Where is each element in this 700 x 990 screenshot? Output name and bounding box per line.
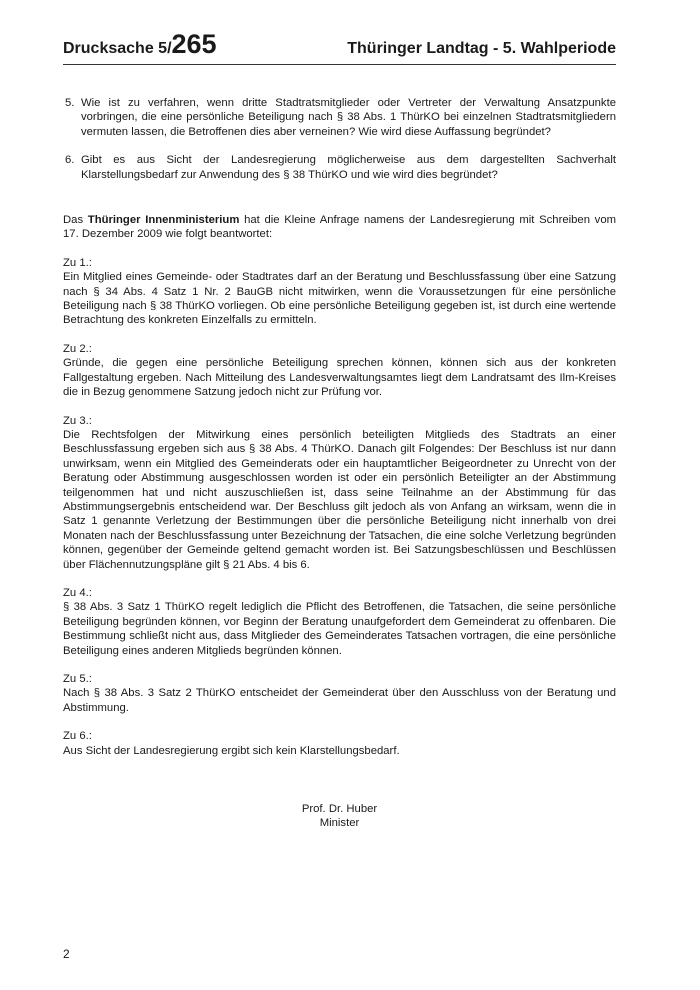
answer-intro	[63, 213, 616, 242]
answer-3	[63, 414, 616, 572]
document-number-value: 265	[171, 29, 217, 59]
answer-5	[63, 672, 616, 715]
question-number: 5.	[65, 97, 75, 109]
question-text: Wie ist zu verfahren, wenn dritte Stadtratsmitglieder oder Vertreter der Verwaltung Ansatzpunkte vorbringen, die eine persönliche Beteiligung nach § 38 Abs. 1 ThürKO bei einzelnen Stadtratsmitgliedern vermuten lassen, die Betroffenen dies aber verneinen? Wie wird diese Auffassung begründet?	[81, 97, 616, 138]
answer-text: Ein Mitglied eines Gemeinde- oder Stadtrates darf an der Beratung und Beschlussfassung über eine Satzung nach § 34 Abs. 4 Satz 1 Nr. 2 BauGB nicht mitwirken, wenn die Voraussetzungen für eine persönliche Beteiligung nach § 38 ThürKO vorliegen. Ob eine persönliche Beteiligung gegeben ist, ist durch eine wertende Betrachtung des konkreten Einzelfalls zu ermitteln.	[63, 271, 616, 327]
question-6	[63, 153, 616, 182]
question-number: 6.	[65, 154, 75, 167]
page-header	[63, 28, 616, 65]
document-prefix: Drucksache 5/	[63, 40, 172, 57]
answer-1	[63, 256, 616, 328]
answer-heading: Zu 2.:	[63, 342, 92, 355]
answer-text: § 38 Abs. 3 Satz 1 ThürKO regelt lediglich die Pflicht des Betroffenen, die Tatsachen, die seine persönliche Beteiligung begründen können, vor Beginn der Beratung unaufgefordert dem Gemeinderat zu offenbaren. Die Bestimmung schließt nicht aus, dass Mitglieder des Gemeinderates Tatsachen vortragen, die eine persönliche Beteiligung eines anderen Mitglieds begründen können.	[63, 601, 616, 657]
answer-text: Die Rechtsfolgen der Mitwirkung eines persönlich beteiligten Mitglieds des Stadtrats an einer Beschlussfassung ergeben sich aus § 38 Abs. 4 ThürKO. Danach gilt Folgendes: Der Beschluss ist nur dann unwirksam, wenn ein Mitglied des Gemeinderats oder ein hauptamtlicher Beigeordneter zu Unrecht von der Beratung oder Abstimmung ausgeschlossen worden ist oder ein persönlich Beteiligter an der Abstimmung teilgenommen hat und nicht auszuschließen ist, dass seine Teilnahme an der Abstimmung für das Abstimmungsergebnis entscheidend war. Der Beschluss gilt jedoch als von Anfang an wirksam, wenn die in Satz 1 genannte Verletzung der Bestimmungen über die persönliche Beteiligung nicht innerhalb von drei Monaten nach der Beschlussfassung unter Bezeichnung der Tatsachen, die eine solche Verletzung begründen können, gegenüber der Gemeinde geltend gemacht worden ist. Bei Satzungsbeschlüssen und Beschlüssen über Flächennutzungspläne gilt § 21 Abs. 4 bis 6.	[63, 428, 616, 571]
answer-4	[63, 586, 616, 658]
ministry-name: Thüringer Innenministerium	[87, 214, 240, 227]
signatory-name: Prof. Dr. Huber	[301, 803, 378, 816]
answer-text: Aus Sicht der Landesregierung ergibt sich kein Klarstellungsbedarf.	[63, 744, 400, 757]
signatory-title: Minister	[319, 817, 360, 830]
answer-text: Nach § 38 Abs. 3 Satz 2 ThürKO entscheidet der Gemeinderat über den Ausschluss von der Beratung und Abstimmung.	[63, 687, 616, 714]
answer-heading: Zu 3.:	[63, 414, 92, 427]
document-body	[63, 96, 616, 831]
answer-text: Gründe, die gegen eine persönliche Beteiligung sprechen können, können sich aus der konkreten Fallgestaltung ergeben. Nach Mitteilung des Landesverwaltungsamtes liegt dem Landratsamt des Ilm-Kreises die in Bezug genommene Satzung jedoch nicht zur Prüfung vor.	[63, 357, 616, 399]
parliament-title: Thüringer Landtag - 5. Wahlperiode	[347, 40, 616, 57]
intro-post: hat die Kleine Anfrage namens der Landesregierung mit Schreiben vom 17. Dezember 2009 wie folgt beantwortet:	[63, 214, 617, 241]
signature-block	[63, 802, 616, 831]
question-5	[63, 96, 616, 139]
answer-2	[63, 342, 616, 400]
answer-6	[63, 729, 616, 758]
question-text: Gibt es aus Sicht der Landesregierung möglicherweise aus dem dargestellten Sachverhalt Klarstellungsbedarf zur Anwendung des § 38 ThürKO und wie wird dies begründet?	[81, 154, 616, 181]
answer-heading: Zu 1.:	[63, 256, 92, 269]
document-number	[63, 31, 217, 58]
answer-heading: Zu 5.:	[63, 673, 92, 685]
answer-heading: Zu 4.:	[63, 586, 92, 599]
page-number: 2	[63, 947, 70, 961]
intro-pre: Das	[63, 214, 88, 227]
answer-heading: Zu 6.:	[63, 730, 92, 743]
